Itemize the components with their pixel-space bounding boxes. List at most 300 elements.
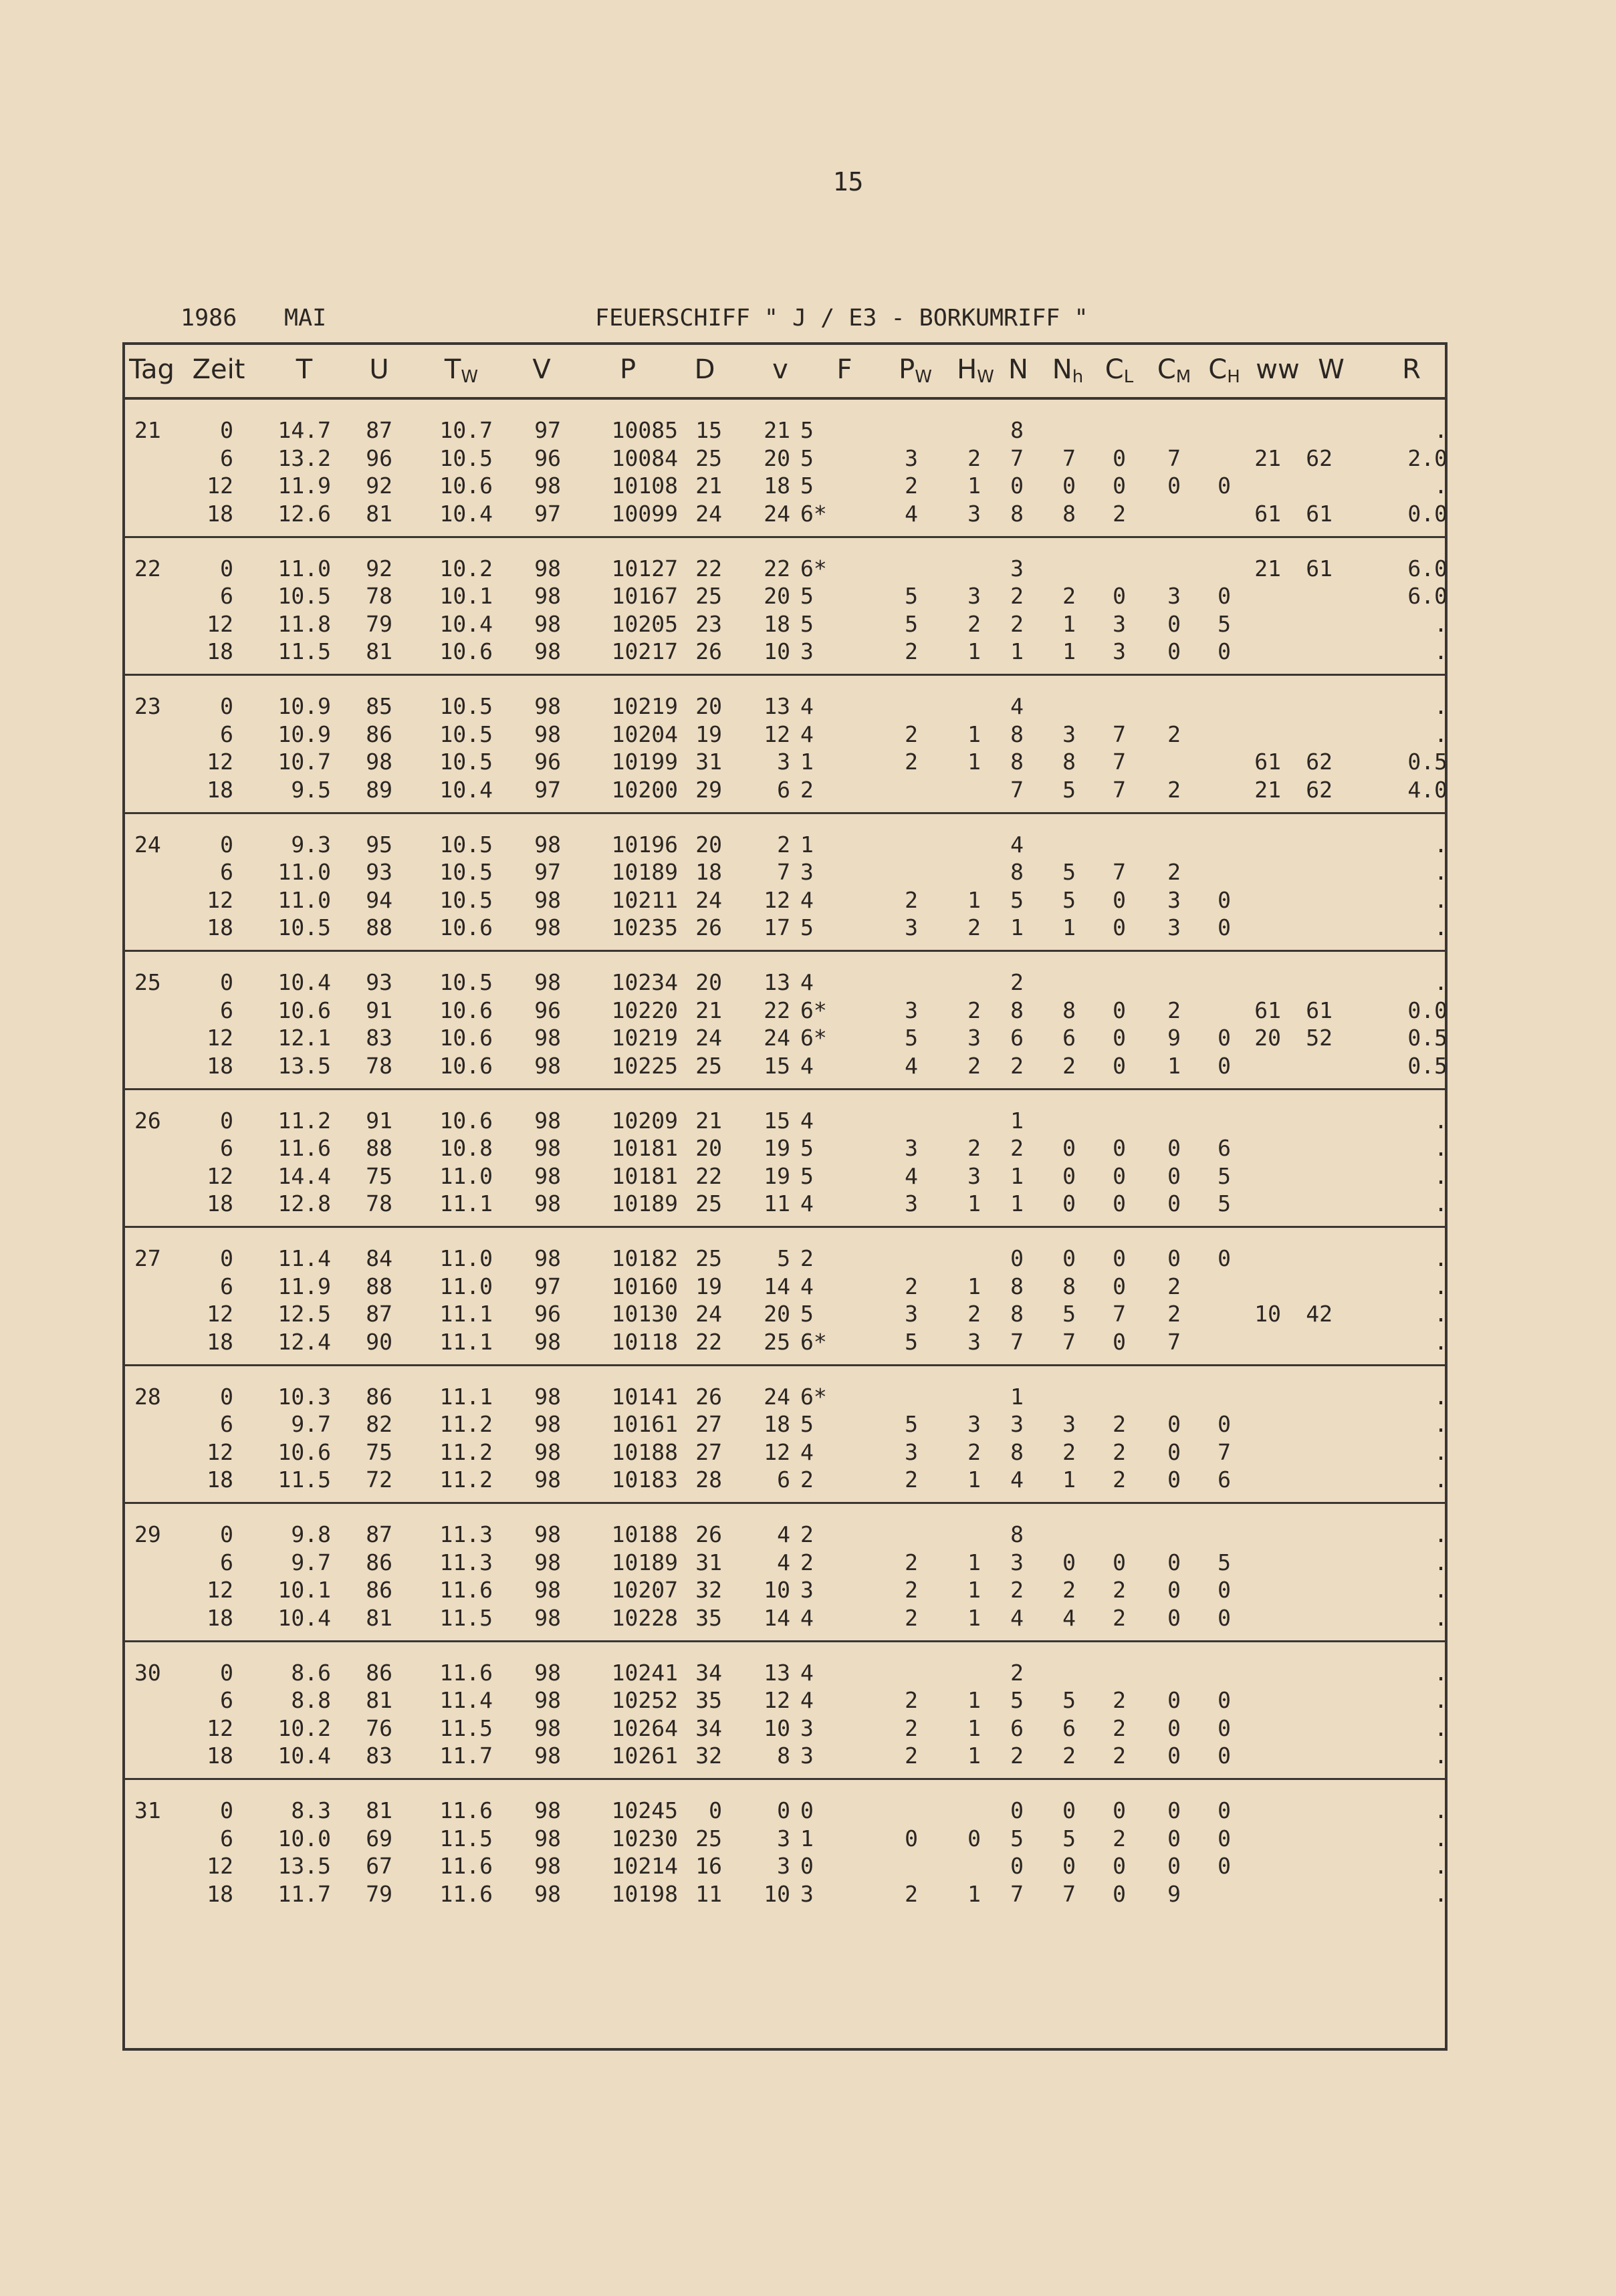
cell-n: 0 <box>1010 1245 1024 1271</box>
cell-nh: 8 <box>1062 749 1076 775</box>
cell-cm: 0 <box>1167 1797 1181 1823</box>
cell-cl: 2 <box>1113 1825 1126 1852</box>
cell-hw: 2 <box>967 1438 981 1465</box>
cell-zeit: 0 <box>220 1383 233 1410</box>
cell-tw: 11.4 <box>439 1687 493 1713</box>
cell-cm: 0 <box>1167 1190 1181 1217</box>
day-cell: 22 <box>134 555 161 582</box>
cell-pw: 3 <box>905 1438 918 1465</box>
cell-t: 11.4 <box>277 1245 331 1271</box>
cell-v_vis: 97 <box>534 500 561 527</box>
column-header-label: Zeit <box>192 354 245 385</box>
day-cell: 24 <box>134 831 161 858</box>
cell-p: 10182 <box>611 1245 678 1271</box>
cell-n: 8 <box>1010 721 1024 747</box>
cell-w: 62 <box>1306 776 1333 803</box>
cell-d: 20 <box>695 831 722 858</box>
cell-d: 32 <box>695 1577 722 1603</box>
cell-v_wind: 11 <box>764 1190 790 1217</box>
cell-t: 12.5 <box>277 1301 331 1327</box>
cell-u: 75 <box>366 1438 392 1465</box>
cell-hw: 1 <box>967 1549 981 1575</box>
cell-ch: 0 <box>1218 638 1231 664</box>
column-header-v_vis <box>532 354 550 385</box>
cell-t: 11.6 <box>277 1135 331 1161</box>
cell-t: 10.6 <box>277 1438 331 1465</box>
cell-tw: 10.5 <box>439 749 493 775</box>
cell-f: 4 <box>800 1052 814 1079</box>
cell-u: 89 <box>366 776 392 803</box>
cell-cm: 0 <box>1167 1245 1181 1271</box>
cell-u: 81 <box>366 500 392 527</box>
column-header-cl <box>1105 354 1133 387</box>
day-group-23 <box>125 676 1448 814</box>
table-row <box>125 1134 1448 1162</box>
cell-ch: 0 <box>1218 1245 1231 1271</box>
cell-cl: 0 <box>1113 997 1126 1023</box>
cell-r: . <box>1434 638 1448 664</box>
day-cell: 21 <box>134 417 161 443</box>
cell-nh: 1 <box>1062 914 1076 940</box>
cell-cm: 0 <box>1167 1135 1181 1161</box>
cell-ww: 61 <box>1254 749 1281 775</box>
cell-cm: 0 <box>1167 1466 1181 1493</box>
cell-p: 10230 <box>611 1825 678 1852</box>
cell-p: 10167 <box>611 583 678 609</box>
cell-ww: 10 <box>1254 1301 1281 1327</box>
cell-nh: 0 <box>1062 1797 1076 1823</box>
cell-n: 1 <box>1010 1107 1024 1134</box>
cell-zeit: 6 <box>220 1135 233 1161</box>
cell-v_wind: 6 <box>777 1466 790 1493</box>
cell-d: 24 <box>695 1301 722 1327</box>
cell-t: 10.4 <box>277 969 331 995</box>
cell-r: . <box>1434 914 1448 940</box>
cell-pw: 2 <box>905 1714 918 1741</box>
cell-tw: 11.2 <box>439 1438 493 1465</box>
cell-ch: 5 <box>1218 1162 1231 1189</box>
cell-nh: 1 <box>1062 638 1076 664</box>
cell-hw: 3 <box>967 1162 981 1189</box>
cell-zeit: 18 <box>207 1743 233 1769</box>
column-header-label: ww <box>1256 354 1300 385</box>
day-cell: 30 <box>134 1659 161 1686</box>
cell-nh: 2 <box>1062 1052 1076 1079</box>
cell-pw: 3 <box>905 1135 918 1161</box>
cell-v_wind: 12 <box>764 1687 790 1713</box>
cell-tw: 11.2 <box>439 1411 493 1437</box>
cell-d: 26 <box>695 1383 722 1410</box>
table-row <box>125 1604 1448 1632</box>
table-row <box>125 969 1448 996</box>
table-row <box>125 1438 1448 1466</box>
cell-p: 10188 <box>611 1521 678 1547</box>
cell-tw: 11.3 <box>439 1549 493 1575</box>
cell-nh: 5 <box>1062 886 1076 913</box>
cell-tw: 11.5 <box>439 1714 493 1741</box>
cell-f: 1 <box>800 749 814 775</box>
cell-r: . <box>1434 1853 1448 1879</box>
cell-f: 2 <box>800 1466 814 1493</box>
cell-pw: 5 <box>905 583 918 609</box>
cell-zeit: 12 <box>207 1025 233 1051</box>
cell-v_wind: 24 <box>764 1025 790 1051</box>
cell-hw: 1 <box>967 886 981 913</box>
cell-hw: 2 <box>967 914 981 940</box>
cell-d: 25 <box>695 1825 722 1852</box>
column-header-label: R <box>1402 354 1421 385</box>
column-header-label: C <box>1157 354 1176 385</box>
column-header-label: Tag <box>129 354 175 385</box>
cell-n: 0 <box>1010 473 1024 499</box>
cell-f: 5 <box>800 583 814 609</box>
cell-v_vis: 97 <box>534 776 561 803</box>
cell-ch: 0 <box>1218 1025 1231 1051</box>
cell-d: 20 <box>695 969 722 995</box>
cell-tw: 10.8 <box>439 1135 493 1161</box>
caption-month: MAI <box>284 305 327 332</box>
cell-u: 93 <box>366 969 392 995</box>
cell-f: 3 <box>800 1880 814 1907</box>
cell-tw: 10.1 <box>439 583 493 609</box>
cell-n: 8 <box>1010 500 1024 527</box>
cell-t: 11.5 <box>277 638 331 664</box>
cell-nh: 2 <box>1062 1577 1076 1603</box>
cell-tw: 11.5 <box>439 1604 493 1631</box>
cell-zeit: 6 <box>220 859 233 885</box>
cell-hw: 1 <box>967 1714 981 1741</box>
cell-cm: 7 <box>1167 444 1181 471</box>
cell-cl: 0 <box>1113 444 1126 471</box>
cell-r: 0.5 <box>1407 1052 1448 1079</box>
cell-n: 8 <box>1010 997 1024 1023</box>
cell-d: 25 <box>695 1052 722 1079</box>
cell-cm: 0 <box>1167 1714 1181 1741</box>
cell-u: 91 <box>366 1107 392 1134</box>
cell-f: 4 <box>800 1273 814 1299</box>
cell-zeit: 18 <box>207 1604 233 1631</box>
cell-ch: 5 <box>1218 610 1231 637</box>
cell-n: 7 <box>1010 776 1024 803</box>
cell-w: 61 <box>1306 555 1333 582</box>
cell-f: 0 <box>800 1797 814 1823</box>
cell-p: 10220 <box>611 997 678 1023</box>
cell-u: 86 <box>366 1549 392 1575</box>
day-cell: 29 <box>134 1521 161 1547</box>
cell-u: 92 <box>366 555 392 582</box>
cell-cl: 0 <box>1113 1135 1126 1161</box>
column-header-subscript: W <box>461 367 479 387</box>
cell-r: . <box>1434 693 1448 719</box>
cell-v_wind: 25 <box>764 1328 790 1355</box>
cell-v_vis: 98 <box>534 1328 561 1355</box>
cell-nh: 7 <box>1062 444 1076 471</box>
cell-f: 5 <box>800 444 814 471</box>
cell-u: 86 <box>366 1659 392 1686</box>
cell-d: 24 <box>695 500 722 527</box>
cell-d: 21 <box>695 473 722 499</box>
cell-hw: 2 <box>967 1052 981 1079</box>
cell-hw: 1 <box>967 473 981 499</box>
cell-r: . <box>1434 473 1448 499</box>
cell-nh: 0 <box>1062 1162 1076 1189</box>
cell-r: . <box>1434 1411 1448 1437</box>
cell-cm: 2 <box>1167 1273 1181 1299</box>
cell-t: 11.0 <box>277 555 331 582</box>
cell-zeit: 6 <box>220 583 233 609</box>
cell-v_wind: 4 <box>777 1549 790 1575</box>
cell-tw: 11.6 <box>439 1853 493 1879</box>
cell-n: 6 <box>1010 1714 1024 1741</box>
column-header-row <box>125 345 1445 400</box>
table-row <box>125 1383 1448 1410</box>
cell-f: 5 <box>800 610 814 637</box>
cell-pw: 2 <box>905 1743 918 1769</box>
cell-r: . <box>1434 1797 1448 1823</box>
cell-v_wind: 20 <box>764 583 790 609</box>
cell-nh: 2 <box>1062 583 1076 609</box>
cell-cm: 2 <box>1167 776 1181 803</box>
cell-zeit: 0 <box>220 1659 233 1686</box>
cell-v_wind: 10 <box>764 1714 790 1741</box>
cell-f: 6* <box>800 1328 827 1355</box>
cell-tw: 10.5 <box>439 444 493 471</box>
cell-v_vis: 98 <box>534 1135 561 1161</box>
cell-v_vis: 98 <box>534 1025 561 1051</box>
column-header-label: P <box>619 354 637 385</box>
cell-f: 6* <box>800 555 827 582</box>
cell-t: 9.7 <box>291 1411 331 1437</box>
table-row <box>125 1521 1448 1548</box>
cell-pw: 5 <box>905 1328 918 1355</box>
cell-u: 78 <box>366 1190 392 1217</box>
cell-w: 62 <box>1306 444 1333 471</box>
caption-ship-name: FEUERSCHIFF " J / E3 - BORKUMRIFF " <box>595 305 1088 332</box>
cell-u: 72 <box>366 1466 392 1493</box>
cell-t: 8.6 <box>291 1659 331 1686</box>
cell-t: 9.3 <box>291 831 331 858</box>
cell-cl: 3 <box>1113 610 1126 637</box>
cell-cm: 3 <box>1167 914 1181 940</box>
cell-r: . <box>1434 1162 1448 1189</box>
cell-u: 95 <box>366 831 392 858</box>
cell-f: 1 <box>800 831 814 858</box>
cell-hw: 3 <box>967 500 981 527</box>
cell-zeit: 6 <box>220 1273 233 1299</box>
cell-cm: 0 <box>1167 1743 1181 1769</box>
cell-ch: 5 <box>1218 1190 1231 1217</box>
cell-t: 11.7 <box>277 1880 331 1907</box>
cell-v_wind: 15 <box>764 1052 790 1079</box>
cell-u: 92 <box>366 473 392 499</box>
cell-p: 10200 <box>611 776 678 803</box>
cell-p: 10160 <box>611 1273 678 1299</box>
cell-u: 85 <box>366 693 392 719</box>
cell-p: 10084 <box>611 444 678 471</box>
cell-v_vis: 98 <box>534 831 561 858</box>
column-header-label: P <box>899 354 915 385</box>
cell-cl: 0 <box>1113 914 1126 940</box>
cell-ch: 0 <box>1218 1853 1231 1879</box>
cell-t: 14.7 <box>277 417 331 443</box>
table-row <box>125 1410 1448 1438</box>
cell-r: . <box>1434 831 1448 858</box>
day-group-27 <box>125 1228 1448 1366</box>
cell-d: 0 <box>709 1797 722 1823</box>
cell-hw: 2 <box>967 610 981 637</box>
cell-v_vis: 98 <box>534 1604 561 1631</box>
cell-v_vis: 98 <box>534 914 561 940</box>
cell-tw: 11.1 <box>439 1301 493 1327</box>
cell-n: 3 <box>1010 1549 1024 1575</box>
cell-nh: 2 <box>1062 1438 1076 1465</box>
cell-zeit: 0 <box>220 1245 233 1271</box>
table-row <box>125 721 1448 748</box>
cell-v_wind: 3 <box>777 1853 790 1879</box>
cell-u: 78 <box>366 1052 392 1079</box>
cell-u: 87 <box>366 417 392 443</box>
cell-cm: 2 <box>1167 997 1181 1023</box>
column-header-pw <box>899 354 932 387</box>
cell-t: 12.8 <box>277 1190 331 1217</box>
cell-zeit: 0 <box>220 969 233 995</box>
table-row <box>125 776 1448 803</box>
cell-cl: 7 <box>1113 776 1126 803</box>
column-header-label: W <box>1318 354 1345 385</box>
table-row <box>125 1797 1448 1824</box>
cell-d: 25 <box>695 1190 722 1217</box>
cell-hw: 3 <box>967 1411 981 1437</box>
cell-tw: 10.4 <box>439 610 493 637</box>
cell-n: 2 <box>1010 1743 1024 1769</box>
cell-p: 10264 <box>611 1714 678 1741</box>
cell-r: . <box>1434 1577 1448 1603</box>
table-row <box>125 858 1448 886</box>
cell-tw: 10.4 <box>439 776 493 803</box>
cell-t: 10.5 <box>277 583 331 609</box>
day-cell: 25 <box>134 969 161 995</box>
cell-d: 34 <box>695 1714 722 1741</box>
cell-d: 29 <box>695 776 722 803</box>
cell-f: 2 <box>800 776 814 803</box>
table-row <box>125 582 1448 610</box>
table-row <box>125 1162 1448 1190</box>
cell-d: 32 <box>695 1743 722 1769</box>
cell-n: 2 <box>1010 1659 1024 1686</box>
cell-f: 5 <box>800 1162 814 1189</box>
cell-d: 22 <box>695 555 722 582</box>
cell-zeit: 6 <box>220 997 233 1023</box>
cell-cm: 0 <box>1167 1162 1181 1189</box>
cell-u: 82 <box>366 1411 392 1437</box>
cell-zeit: 18 <box>207 914 233 940</box>
column-header-cm <box>1157 354 1191 387</box>
cell-pw: 2 <box>905 1687 918 1713</box>
cell-f: 5 <box>800 1135 814 1161</box>
cell-r: . <box>1434 1549 1448 1575</box>
column-header-t <box>296 354 312 385</box>
cell-v_wind: 14 <box>764 1273 790 1299</box>
cell-nh: 3 <box>1062 721 1076 747</box>
cell-cl: 0 <box>1113 583 1126 609</box>
cell-r: . <box>1434 1659 1448 1686</box>
column-header-tw <box>445 354 478 387</box>
cell-p: 10183 <box>611 1466 678 1493</box>
cell-r: . <box>1434 969 1448 995</box>
cell-pw: 2 <box>905 721 918 747</box>
cell-d: 27 <box>695 1438 722 1465</box>
cell-zeit: 6 <box>220 1411 233 1437</box>
cell-cm: 0 <box>1167 1438 1181 1465</box>
cell-n: 3 <box>1010 1411 1024 1437</box>
cell-hw: 1 <box>967 1190 981 1217</box>
cell-p: 10245 <box>611 1797 678 1823</box>
cell-cl: 2 <box>1113 1411 1126 1437</box>
cell-tw: 11.5 <box>439 1825 493 1852</box>
cell-hw: 3 <box>967 1025 981 1051</box>
cell-nh: 0 <box>1062 1853 1076 1879</box>
cell-ch: 0 <box>1218 1052 1231 1079</box>
table-row <box>125 416 1448 444</box>
cell-ch: 0 <box>1218 1743 1231 1769</box>
cell-nh: 8 <box>1062 500 1076 527</box>
cell-n: 2 <box>1010 969 1024 995</box>
table-row <box>125 886 1448 914</box>
table-row <box>125 1659 1448 1686</box>
day-cell: 27 <box>134 1245 161 1271</box>
cell-n: 4 <box>1010 1466 1024 1493</box>
cell-nh: 0 <box>1062 1245 1076 1271</box>
cell-pw: 3 <box>905 1301 918 1327</box>
cell-pw: 2 <box>905 638 918 664</box>
cell-pw: 2 <box>905 1466 918 1493</box>
cell-u: 88 <box>366 914 392 940</box>
cell-f: 2 <box>800 1521 814 1547</box>
cell-d: 26 <box>695 1521 722 1547</box>
cell-u: 88 <box>366 1273 392 1299</box>
cell-zeit: 18 <box>207 1466 233 1493</box>
column-header-label: T <box>444 354 461 385</box>
table-row <box>125 472 1448 499</box>
cell-tw: 10.6 <box>439 1052 493 1079</box>
cell-v_wind: 18 <box>764 473 790 499</box>
cell-p: 10189 <box>611 1190 678 1217</box>
cell-w: 61 <box>1306 997 1333 1023</box>
table-row <box>125 1742 1448 1769</box>
cell-f: 2 <box>800 1245 814 1271</box>
cell-d: 26 <box>695 914 722 940</box>
cell-cl: 0 <box>1113 1328 1126 1355</box>
cell-d: 19 <box>695 1273 722 1299</box>
cell-tw: 11.6 <box>439 1880 493 1907</box>
cell-d: 31 <box>695 1549 722 1575</box>
cell-v_vis: 97 <box>534 1273 561 1299</box>
cell-v_wind: 18 <box>764 1411 790 1437</box>
column-header-hw <box>957 354 994 387</box>
cell-v_vis: 98 <box>534 1245 561 1271</box>
cell-t: 13.5 <box>277 1853 331 1879</box>
cell-cl: 0 <box>1113 1273 1126 1299</box>
cell-t: 14.4 <box>277 1162 331 1189</box>
cell-v_wind: 21 <box>764 417 790 443</box>
day-group-28 <box>125 1366 1448 1505</box>
cell-v_vis: 98 <box>534 1797 561 1823</box>
cell-u: 86 <box>366 721 392 747</box>
cell-d: 15 <box>695 417 722 443</box>
cell-hw: 1 <box>967 1604 981 1631</box>
cell-t: 11.8 <box>277 610 331 637</box>
cell-hw: 3 <box>967 583 981 609</box>
